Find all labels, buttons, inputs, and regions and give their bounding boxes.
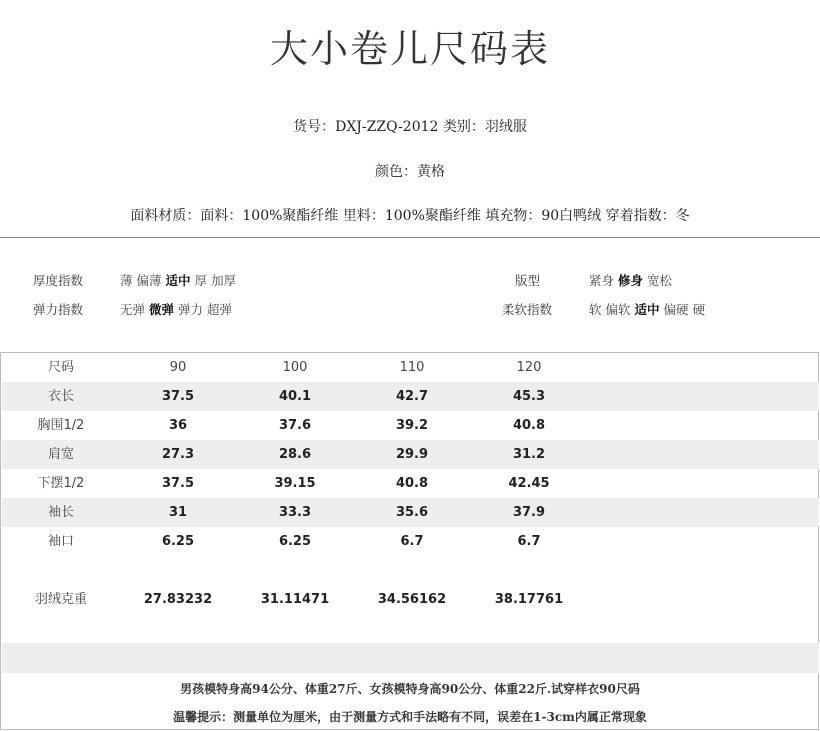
table-row <box>2 469 819 498</box>
table-cell: 39.15 <box>274 476 316 491</box>
row-label: 下摆1/2 <box>37 476 85 491</box>
thickness-label: 厚度指数 <box>33 273 84 288</box>
table-row <box>2 498 819 527</box>
fit-option: 紧身 <box>589 273 615 288</box>
table-cell: 40.8 <box>512 418 546 433</box>
size-table <box>0 352 819 730</box>
elasticity-label: 弹力指数 <box>33 302 84 317</box>
softness-option: 适中 <box>634 302 660 317</box>
thickness-option: 厚 <box>194 273 208 288</box>
elasticity-option: 微弹 <box>149 302 175 317</box>
elasticity-option: 弹力 <box>178 302 204 317</box>
table-cell: 39.2 <box>395 418 429 433</box>
table-cell: 34.56162 <box>377 592 447 607</box>
table-cell: 45.3 <box>512 389 546 404</box>
table-cell: 37.9 <box>512 505 546 520</box>
table-cell: 28.6 <box>278 447 312 462</box>
table-cell: 37.6 <box>278 418 312 433</box>
table-cell: 29.9 <box>395 447 429 462</box>
table-cell: 42.7 <box>395 389 429 404</box>
table-row <box>2 382 819 411</box>
model-note: 男孩模特身高94公分、体重27斤、女孩模特身高90公分、体重22斤.试穿样衣90尺码 <box>180 682 640 696</box>
header-size-100: 100 <box>282 360 308 375</box>
thickness-options <box>120 271 240 289</box>
page-title: 大小卷儿尺码表 <box>269 27 550 71</box>
product-code-category: 货号：DXJ-ZZQ-2012 类别：羽绒服 <box>293 119 527 135</box>
table-cell: 6.7 <box>400 534 424 549</box>
table-cell: 36 <box>168 418 188 433</box>
softness-options <box>589 300 709 318</box>
table-cell: 31 <box>168 505 188 520</box>
softness-option: 软 <box>589 302 602 317</box>
table-row <box>2 527 819 556</box>
table-cell: 38.17761 <box>494 592 564 607</box>
fit-option: 修身 <box>618 273 644 288</box>
table-cell: 42.45 <box>508 476 550 491</box>
product-material: 面料材质：面料：100%聚酯纤维 里料：100%聚酯纤维 填充物：90白鸭绒 穿着指数：冬 <box>130 208 690 224</box>
thickness-option: 适中 <box>165 273 191 288</box>
row-label: 胸围1/2 <box>37 418 85 433</box>
table-cell: 37.5 <box>161 389 195 404</box>
row-label: 肩宽 <box>47 447 74 462</box>
softness-option: 硬 <box>692 302 706 317</box>
softness-option: 偏软 <box>605 302 631 317</box>
table-cell: 6.7 <box>517 534 541 549</box>
product-color: 颜色：黄格 <box>375 164 445 180</box>
softness-label: 柔软指数 <box>502 302 553 317</box>
table-cell: 33.3 <box>278 505 312 520</box>
table-cell: 31.11471 <box>260 592 330 607</box>
row-label: 袖长 <box>47 505 74 520</box>
table-cell: 6.25 <box>161 534 195 549</box>
table-cell: 31.2 <box>512 447 546 462</box>
row-label: 袖口 <box>47 534 74 549</box>
elasticity-option: 无弹 <box>120 302 146 317</box>
header-size-90: 90 <box>169 360 187 375</box>
thickness-option: 加厚 <box>211 273 237 288</box>
row-label: 羽绒克重 <box>34 592 87 607</box>
table-row <box>2 411 819 440</box>
measurement-tip: 温馨提示：测量单位为厘米，由于测量方式和手法略有不同，误差在1-3cm内属正常现象 <box>173 710 647 724</box>
table-cell: 27.83232 <box>143 592 213 607</box>
thickness-option: 偏薄 <box>136 273 162 288</box>
row-label: 衣长 <box>47 389 74 404</box>
elasticity-options <box>120 300 236 318</box>
table-cell: 37.5 <box>161 476 195 491</box>
table-row <box>2 440 819 469</box>
header-size-110: 110 <box>399 360 425 375</box>
fit-label: 版型 <box>515 273 541 288</box>
fit-option: 宽松 <box>647 273 673 288</box>
table-header-row <box>2 353 819 382</box>
table-cell: 27.3 <box>161 447 195 462</box>
weight-row <box>2 585 819 614</box>
header-size-120: 120 <box>516 360 542 375</box>
divider <box>0 237 820 238</box>
thickness-option: 薄 <box>120 273 133 288</box>
table-cell: 40.1 <box>278 389 312 404</box>
header-size-label: 尺码 <box>47 360 74 375</box>
softness-option: 偏硬 <box>663 302 689 317</box>
table-cell: 40.8 <box>395 476 429 491</box>
fit-options <box>589 271 676 289</box>
shaded-band <box>2 643 819 673</box>
table-cell: 35.6 <box>395 505 429 520</box>
elasticity-option: 超弹 <box>207 302 233 317</box>
table-cell: 6.25 <box>278 534 312 549</box>
